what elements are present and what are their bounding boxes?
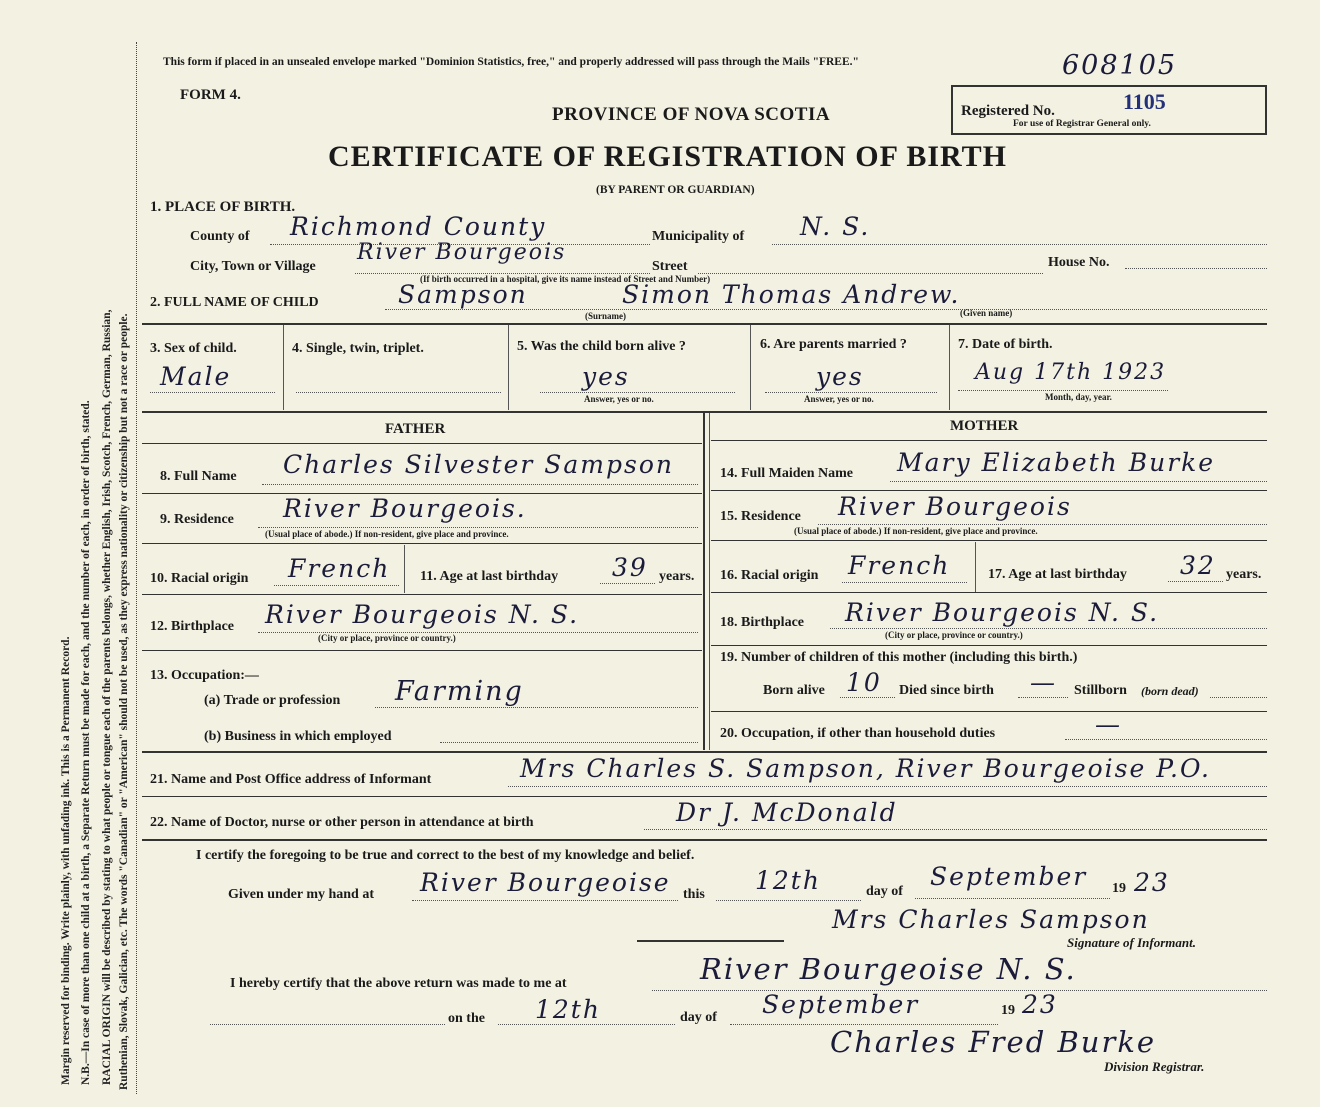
born-alive-count: 10 xyxy=(846,668,882,697)
doctor-label: 22. Name of Doctor, nurse or other person in attendance at birth xyxy=(150,815,534,830)
certificate-subtitle: (BY PARENT OR GUARDIAN) xyxy=(596,184,755,196)
registrar-statement: I hereby certify that the above return was made to me at xyxy=(230,976,567,991)
mother-children-label: 19. Number of children of this mother (including this birth.) xyxy=(720,650,1078,665)
father-name-value: Charles Silvester Sampson xyxy=(283,450,674,479)
registration-year-prefix: 19 xyxy=(1001,1003,1015,1018)
father-age-value: 39 xyxy=(612,553,648,582)
informant-label: 21. Name and Post Office address of Informant xyxy=(150,772,432,787)
parents-married-note: Answer, yes or no. xyxy=(804,394,874,404)
father-name-label: 8. Full Name xyxy=(160,469,237,484)
mother-racial-label: 16. Racial origin xyxy=(720,568,819,583)
birth-date-label: 7. Date of birth. xyxy=(958,337,1053,352)
given-place: River Bourgeoise xyxy=(420,868,671,897)
doctor-value: Dr J. McDonald xyxy=(676,798,898,827)
registration-year: 23 xyxy=(1022,990,1058,1019)
mother-occupation-value: — xyxy=(1095,710,1122,739)
margin-line-1: Margin reserved for binding. Write plainly, with unfading ink. This is a Permanent Record. xyxy=(60,636,72,1085)
on-the-label: on the xyxy=(448,1011,485,1026)
mother-age-value: 32 xyxy=(1180,551,1216,580)
surname-note: (Surname) xyxy=(585,311,626,321)
mother-residence-label: 15. Residence xyxy=(720,509,801,524)
mother-racial-value: French xyxy=(848,551,951,580)
county-label: County of xyxy=(190,229,250,244)
registrar-signature: Charles Fred Burke xyxy=(830,1025,1157,1059)
county-value: Richmond County xyxy=(290,212,547,241)
mother-age-unit: years. xyxy=(1226,567,1262,582)
province-heading: PROVINCE OF NOVA SCOTIA xyxy=(552,104,831,125)
mother-name-label: 14. Full Maiden Name xyxy=(720,466,853,481)
registration-day: 12th xyxy=(535,995,601,1024)
mother-name-value: Mary Elizabeth Burke xyxy=(897,448,1216,477)
mother-occupation-label: 20. Occupation, if other than household duties xyxy=(720,726,996,741)
registrar-place: River Bourgeoise N. S. xyxy=(700,952,1077,986)
given-year-prefix: 19 xyxy=(1112,881,1126,896)
certificate-title: CERTIFICATE OF REGISTRATION OF BIRTH xyxy=(328,140,1007,173)
division-registrar-label: Division Registrar. xyxy=(1104,1059,1205,1074)
informant-signature: Mrs Charles Sampson xyxy=(832,905,1150,934)
twin-label: 4. Single, twin, triplet. xyxy=(292,341,424,356)
mother-heading: MOTHER xyxy=(950,418,1019,434)
father-residence-label: 9. Residence xyxy=(160,512,234,527)
hospital-note: (If birth occurred in a hospital, give its name instead of Street and Number) xyxy=(420,274,711,284)
birth-date-value: Aug 17th 1923 xyxy=(975,360,1167,385)
binding-margin xyxy=(0,0,140,1107)
mother-birthplace-note: (City or place, province or country.) xyxy=(885,630,1023,640)
father-birthplace-note: (City or place, province or country.) xyxy=(318,633,456,643)
city-value: River Bourgeois xyxy=(357,240,567,265)
street-label: Street xyxy=(652,259,688,274)
sex-label: 3. Sex of child. xyxy=(150,341,237,356)
margin-line-3: RACIAL ORIGIN will be described by stating to what people or tongue each of the parents belongs, whether English, Irish, Scotch, French, German, Russian, xyxy=(101,309,113,1085)
born-alive-value: yes xyxy=(582,362,630,391)
father-age-label: 11. Age at last birthday xyxy=(420,569,559,584)
father-residence-value: River Bourgeois. xyxy=(283,494,527,523)
certify-statement: I certify the foregoing to be true and correct to the best of my knowledge and belief. xyxy=(196,848,695,863)
mother-birthplace-label: 18. Birthplace xyxy=(720,615,804,630)
margin-line-2: N.B.—In case of more than one child at a birth, a Separate Return must be made for each, and the number of each, in order of birth, stated. xyxy=(80,400,92,1085)
mother-birthplace-value: River Bourgeois N. S. xyxy=(845,598,1160,627)
born-alive-count-label: Born alive xyxy=(763,683,825,698)
sex-value: Male xyxy=(160,362,232,391)
city-label: City, Town or Village xyxy=(190,259,316,274)
given-name-note: (Given name) xyxy=(960,308,1013,318)
house-number-label: House No. xyxy=(1048,255,1110,270)
father-racial-label: 10. Racial origin xyxy=(150,571,249,586)
registered-label: Registered No. xyxy=(961,103,1055,119)
born-alive-note: Answer, yes or no. xyxy=(584,394,654,404)
father-residence-note: (Usual place of abode.) If non-resident, give place and province. xyxy=(265,529,509,539)
child-given-name: Simon Thomas Andrew. xyxy=(622,280,961,309)
parents-married-value: yes xyxy=(816,362,864,391)
father-racial-value: French xyxy=(288,554,391,583)
child-surname: Sampson xyxy=(398,280,528,309)
registered-box xyxy=(951,85,1267,135)
given-day: 12th xyxy=(755,866,821,895)
mother-residence-note: (Usual place of abode.) If non-resident, give place and province. xyxy=(794,526,1038,536)
born-alive-label: 5. Was the child born alive ? xyxy=(517,339,686,354)
mail-notice: This form if placed in an unsealed envelope marked "Dominion Statistics, free," and properly addressed will pass through the Mails "FREE." xyxy=(163,56,859,68)
given-year: 23 xyxy=(1134,868,1170,897)
place-of-birth-label: 1. PLACE OF BIRTH. xyxy=(150,199,296,215)
died-since-birth-label: Died since birth xyxy=(899,683,994,698)
margin-divider xyxy=(136,42,137,1094)
father-occupation-label: 13. Occupation:— xyxy=(150,668,259,683)
father-age-unit: years. xyxy=(659,569,695,584)
father-heading: FATHER xyxy=(385,421,446,437)
birth-date-note: Month, day, year. xyxy=(1045,392,1112,402)
municipality-value: N. S. xyxy=(800,212,871,241)
informant-value: Mrs Charles S. Sampson, River Bourgeoise P.O. xyxy=(520,754,1211,783)
informant-signature-label: Signature of Informant. xyxy=(1067,935,1196,950)
given-under-hand-label: Given under my hand at xyxy=(228,887,374,902)
registered-number: 1105 xyxy=(1123,89,1166,114)
given-month: September xyxy=(930,862,1088,891)
this-label: this xyxy=(683,887,705,902)
father-business-label: (b) Business in which employed xyxy=(204,729,392,744)
registration-month: September xyxy=(762,990,920,1019)
father-birthplace-value: River Bourgeois N. S. xyxy=(265,600,580,629)
father-trade-value: Farming xyxy=(395,676,524,707)
stillborn-label: Stillborn xyxy=(1074,683,1127,698)
father-birthplace-label: 12. Birthplace xyxy=(150,619,234,634)
municipality-label: Municipality of xyxy=(652,229,745,244)
registrar-note: For use of Registrar General only. xyxy=(1013,119,1151,129)
parents-married-label: 6. Are parents married ? xyxy=(760,337,907,352)
file-number: 608105 xyxy=(1062,50,1178,81)
form-number: FORM 4. xyxy=(180,87,241,103)
registration-day-of-label: day of xyxy=(680,1010,717,1025)
mother-residence-value: River Bourgeois xyxy=(838,492,1072,521)
given-day-of-label: day of xyxy=(866,884,903,899)
mother-age-label: 17. Age at last birthday xyxy=(988,567,1127,582)
margin-line-4: Ruthenian, Slovak, Galician, etc. The words "Canadian" or "American" should not be used, as they express nationality or citizenship but not a race or people. xyxy=(118,313,130,1090)
father-trade-label: (a) Trade or profession xyxy=(204,693,341,708)
stillborn-note: (born dead) xyxy=(1141,684,1199,698)
child-name-label: 2. FULL NAME OF CHILD xyxy=(150,295,319,310)
died-since-birth-value: — xyxy=(1030,668,1057,697)
